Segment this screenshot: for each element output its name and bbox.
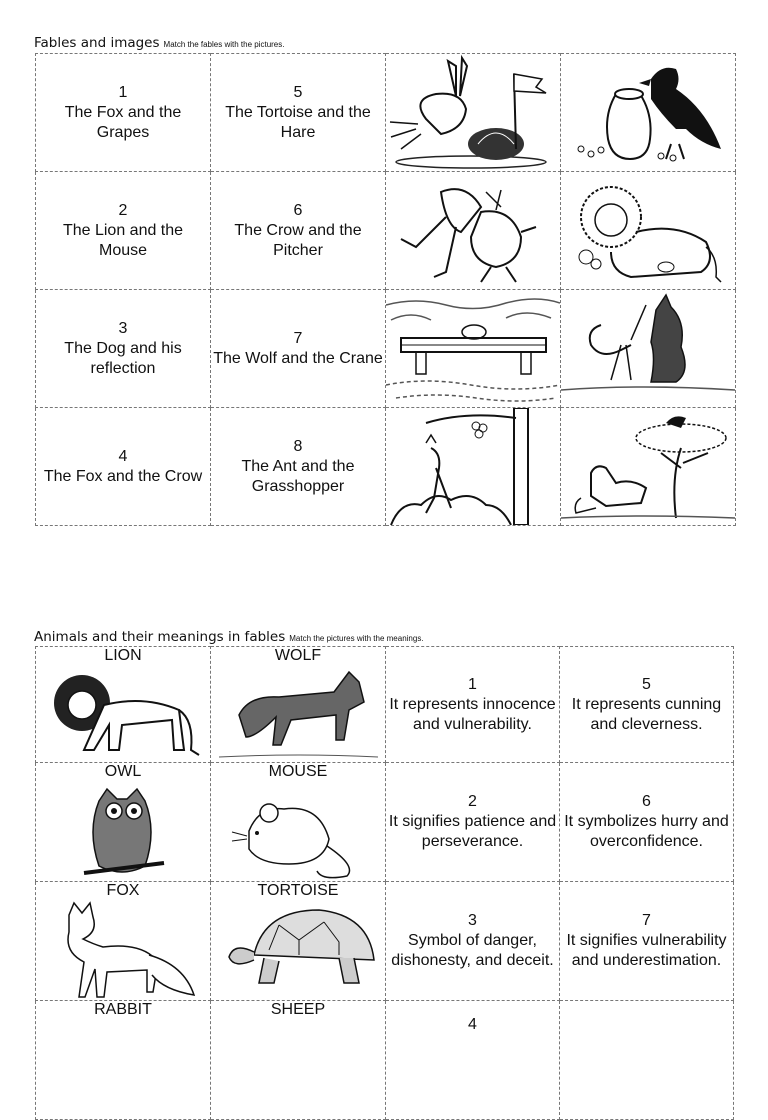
fable-number: 7	[293, 329, 303, 347]
fables-instruction: Match the fables with the pictures.	[163, 40, 285, 49]
wolf-crane-icon	[561, 290, 736, 408]
meaning-number: 2	[468, 793, 477, 810]
fable-number: 8	[293, 437, 303, 455]
fable-number: 5	[293, 83, 303, 101]
meaning-number: 6	[642, 793, 651, 810]
lion-mouse-icon	[561, 172, 736, 290]
fable-cell-1	[36, 54, 211, 172]
table-row	[36, 763, 734, 882]
meaning-cell-7	[560, 882, 734, 1001]
fable-title: The Wolf and the Crane	[213, 349, 383, 367]
mouse-icon	[219, 781, 377, 879]
animal-cell-tortoise	[211, 882, 386, 1001]
animal-cell-fox	[36, 882, 211, 1001]
meaning-cell-4	[386, 1001, 560, 1120]
animal-cell-sheep	[211, 1001, 386, 1120]
fable-cell-5	[211, 54, 386, 172]
meaning-number: 5	[642, 675, 651, 693]
fables-table	[35, 53, 736, 526]
fable-cell-4	[36, 408, 211, 526]
meaning-cell-2	[386, 763, 560, 882]
owl-icon	[44, 781, 202, 879]
animal-cell-lion	[36, 647, 211, 763]
fable-number: 6	[293, 201, 303, 219]
animals-table	[35, 646, 734, 1120]
fable-cell-6	[211, 172, 386, 290]
meaning-cell-6	[560, 763, 734, 882]
fable-title: The Ant and the Grasshopper	[241, 457, 355, 495]
rabbit-icon	[44, 1019, 202, 1117]
meaning-text: It symbolizes hurry and overconfidence.	[564, 813, 729, 850]
animals-title: Animals and their meanings in fables	[34, 629, 286, 645]
animal-label: RABBIT	[94, 1001, 152, 1018]
dog-bridge-icon	[386, 290, 561, 408]
animal-label: WOLF	[274, 647, 322, 664]
fox-crow-tree-icon	[561, 408, 736, 526]
meaning-cell-5	[560, 647, 734, 763]
fable-cell-7	[211, 290, 386, 408]
grasshopper-ant-icon	[386, 172, 561, 290]
table-row	[36, 408, 736, 526]
meaning-text: Symbol of danger, dishonesty, and deceit.	[391, 932, 554, 969]
fable-cell-8	[211, 408, 386, 526]
fable-number: 3	[118, 319, 128, 337]
fable-cell-2	[36, 172, 211, 290]
fables-title: Fables and images	[34, 35, 160, 51]
meaning-text: It represents innocence and vulnerability.	[389, 695, 556, 733]
hare-tortoise-race-icon	[386, 54, 561, 172]
meaning-number: 3	[468, 912, 477, 929]
fable-title: The Tortoise and the Hare	[225, 103, 371, 141]
meaning-number: 1	[468, 675, 477, 693]
fox-grapes-icon	[386, 408, 561, 526]
animal-label: MOUSE	[268, 763, 328, 780]
animals-heading	[34, 628, 424, 646]
sheep-icon	[219, 1019, 377, 1117]
fable-number: 4	[118, 447, 128, 465]
animal-cell-wolf	[211, 647, 386, 763]
fox-icon	[44, 900, 202, 998]
animal-label: SHEEP	[270, 1001, 326, 1018]
meaning-cell-1	[386, 647, 560, 763]
animal-cell-rabbit	[36, 1001, 211, 1120]
animal-label: TORTOISE	[257, 882, 339, 899]
meaning-number: 7	[642, 912, 651, 929]
animal-label: OWL	[104, 763, 142, 780]
table-row	[36, 54, 736, 172]
fable-title: The Dog and his reflection	[64, 339, 182, 377]
fable-title: The Crow and the Pitcher	[234, 221, 362, 259]
animal-label: LION	[104, 647, 142, 664]
fable-title: The Lion and the Mouse	[62, 221, 184, 259]
crow-pitcher-icon	[561, 54, 736, 172]
table-row	[36, 290, 736, 408]
fables-heading	[34, 34, 284, 52]
meaning-text: It signifies patience and perseverance.	[388, 813, 557, 850]
meaning-cell-3	[386, 882, 560, 1001]
tortoise-icon	[219, 900, 377, 998]
animals-instruction: Match the pictures with the meanings.	[289, 634, 424, 643]
fable-number: 1	[118, 83, 128, 101]
fable-title: The Fox and the Grapes	[64, 103, 182, 141]
meaning-text: It represents cunning and cleverness.	[571, 695, 722, 733]
lion-icon	[44, 665, 202, 760]
fable-title: The Fox and the Crow	[43, 467, 203, 485]
animal-cell-mouse	[211, 763, 386, 882]
fable-number: 2	[118, 201, 128, 219]
animal-cell-owl	[36, 763, 211, 882]
fable-cell-3	[36, 290, 211, 408]
animal-label: FOX	[106, 882, 140, 899]
table-row	[36, 172, 736, 290]
table-row	[36, 647, 734, 763]
meaning-text: It signifies vulnerability and underestimation.	[566, 932, 727, 969]
meaning-number: 4	[468, 1016, 477, 1033]
wolf-icon	[219, 665, 377, 760]
table-row	[36, 882, 734, 1001]
meaning-cell-8	[560, 1001, 734, 1120]
table-row	[36, 1001, 734, 1120]
